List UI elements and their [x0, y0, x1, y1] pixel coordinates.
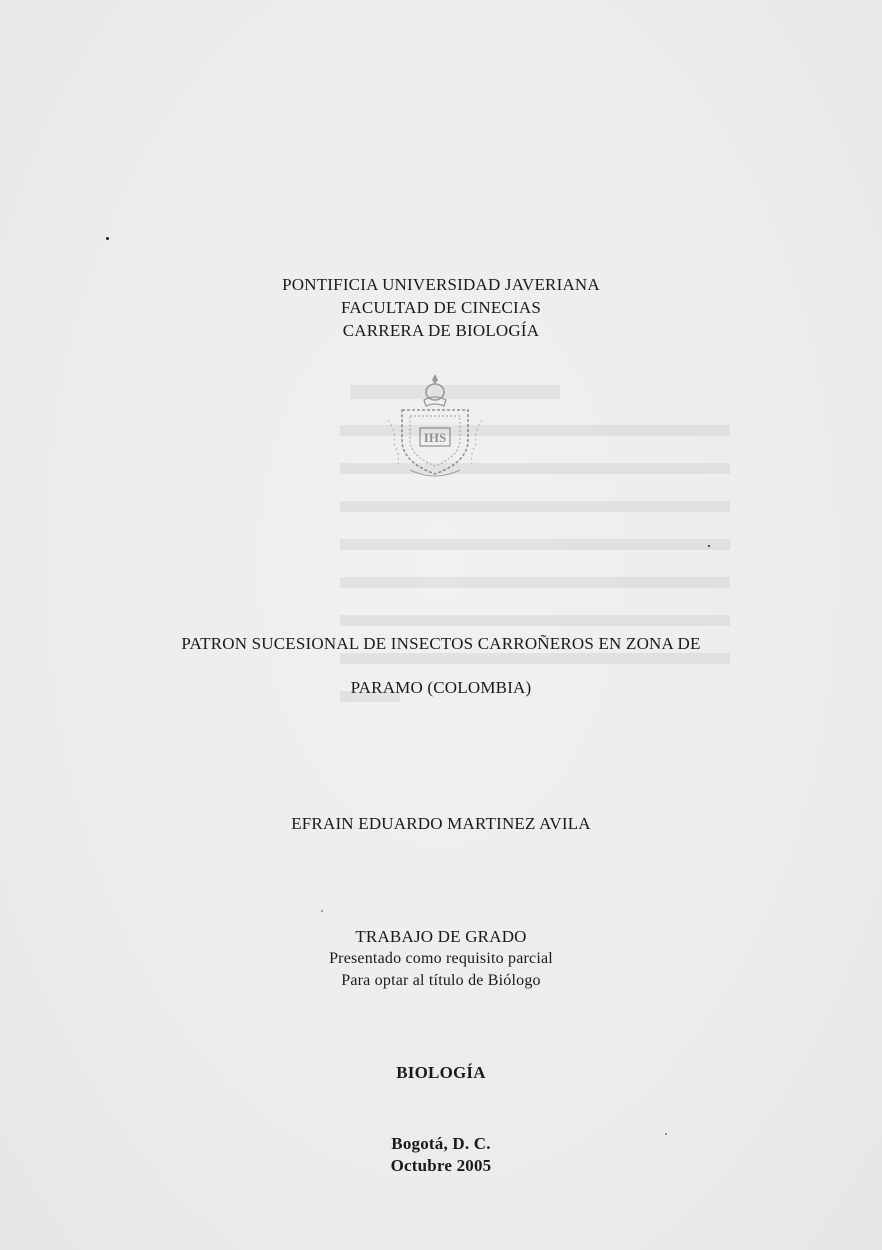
work-type: TRABAJO DE GRADO — [355, 927, 527, 946]
work-description-line-1: Presentado como requisito parcial — [329, 950, 553, 967]
dust-speck — [708, 545, 710, 547]
work-description-line-2: Para optar al título de Biólogo — [341, 972, 541, 989]
place: Bogotá, D. C. — [391, 1134, 491, 1153]
thesis-title-line-2: PARAMO (COLOMBIA) — [350, 678, 532, 697]
dust-speck — [106, 237, 109, 240]
career-name: CARRERA DE BIOLOGÍA — [342, 321, 540, 340]
author-name: EFRAIN EDUARDO MARTINEZ AVILA — [291, 814, 591, 833]
date: Octubre 2005 — [390, 1156, 492, 1175]
thesis-title-line-1: PATRON SUCESIONAL DE INSECTOS CARROÑEROS EN ZONA DE — [181, 634, 701, 653]
seal-monogram: IHS — [423, 430, 447, 445]
dust-speck — [321, 910, 323, 912]
faculty-name: FACULTAD DE CINECIAS — [340, 298, 542, 317]
university-name: PONTIFICIA UNIVERSIDAD JAVERIANA — [282, 275, 600, 294]
program-name: BIOLOGÍA — [396, 1063, 486, 1082]
university-seal-icon — [380, 370, 490, 480]
